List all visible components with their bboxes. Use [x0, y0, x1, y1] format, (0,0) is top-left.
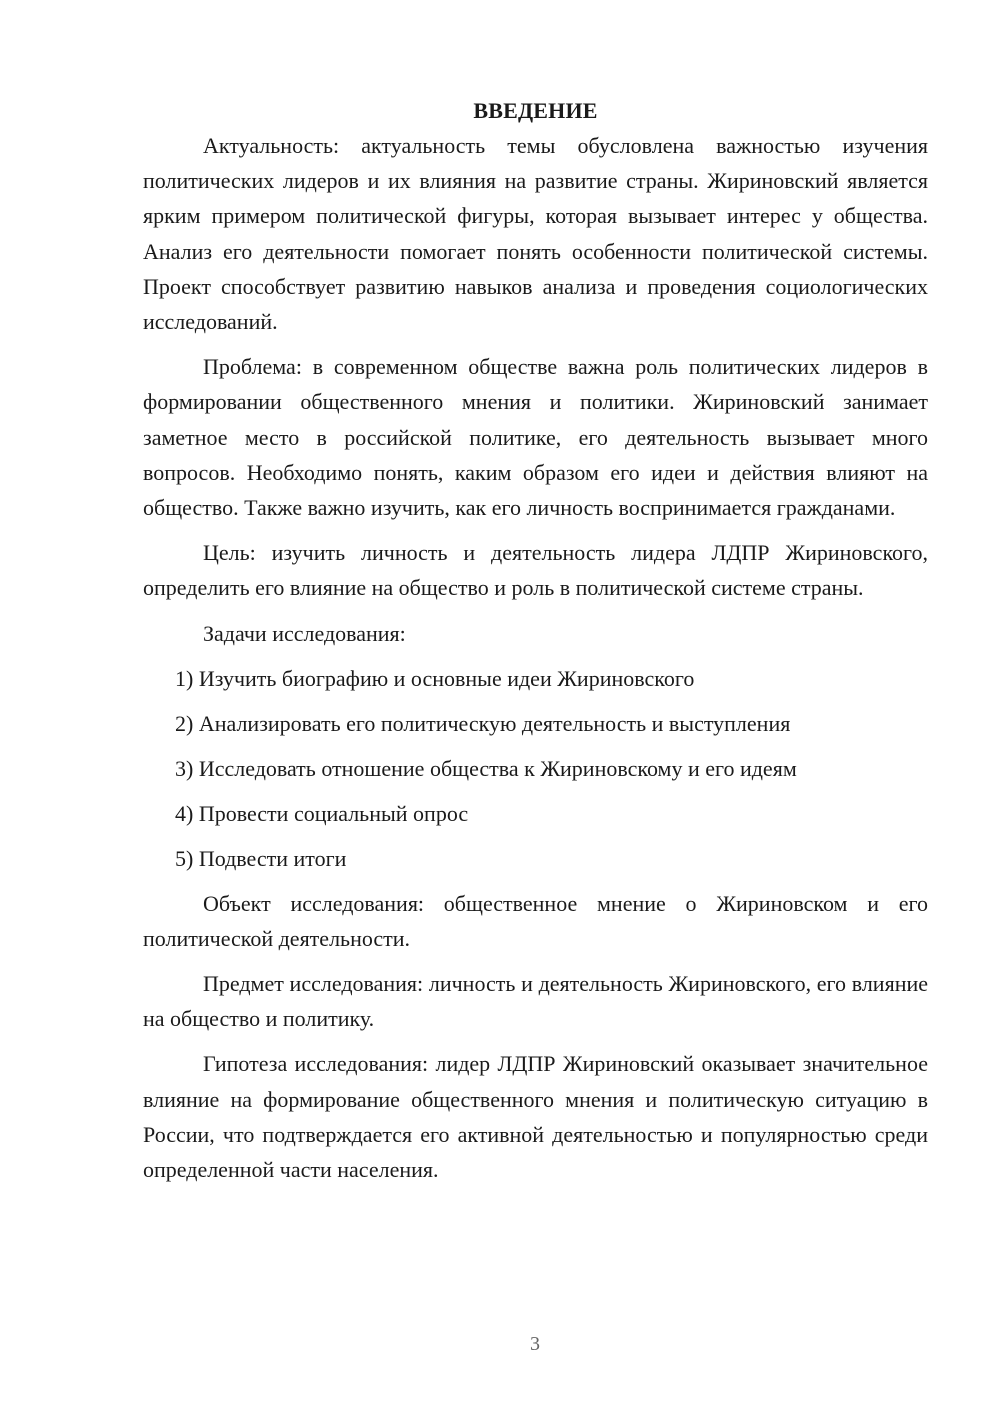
tasks-heading: Задачи исследования: [203, 620, 406, 646]
page-content [143, 93, 928, 1197]
object-paragraph: Объект исследования: общественное мнение о Жириновском и его политической деятельности. [143, 890, 928, 951]
task-item-3: 3) Исследовать отношение общества к Жириновскому и его идеям [175, 755, 797, 781]
task-item-1: 1) Изучить биографию и основные идеи Жириновского [175, 665, 695, 691]
task-item-2: 2) Анализировать его политическую деятельность и выступления [175, 710, 791, 736]
hypothesis-paragraph: Гипотеза исследования: лидер ЛДПР Жириновский оказывает значительное влияние на формирование общественного мнения и политическую ситуацию в России, что подтверждается его активной деятельностью и популярностью среди определенной части населения. [143, 1051, 928, 1183]
page-title: ВВЕДЕНИЕ [473, 98, 598, 123]
problem-paragraph: Проблема: в современном обществе важна роль политических лидеров в формировании общественного мнения и политики. Жириновский занимает заметное место в российской политике, его деятельность вызывает много вопросов. Необходимо понять, каким образом его идеи и действия влияют на общество. Также важно изучить, как его личность воспринимается гражданами. [143, 354, 928, 521]
tasks-list [143, 661, 928, 876]
page-number: 3 [530, 1333, 540, 1355]
task-item-5: 5) Подвести итоги [175, 845, 347, 871]
relevance-paragraph: Актуальность: актуальность темы обусловлена важностью изучения политических лидеров и их влияния на развитие страны. Жириновский является ярким примером политической фигуры, которая вызывает интерес у общества. Анализ его деятельности помогает понять особенности политической системы. Проект способствует развитию навыков анализа и проведения социологических исследований. [143, 133, 928, 335]
task-item-4: 4) Провести социальный опрос [175, 800, 469, 826]
goal-paragraph: Цель: изучить личность и деятельность лидера ЛДПР Жириновского, определить его влияние на общество и роль в политической системе страны. [143, 540, 928, 601]
subject-paragraph: Предмет исследования: личность и деятельность Жириновского, его влияние на общество и политику. [143, 971, 928, 1032]
